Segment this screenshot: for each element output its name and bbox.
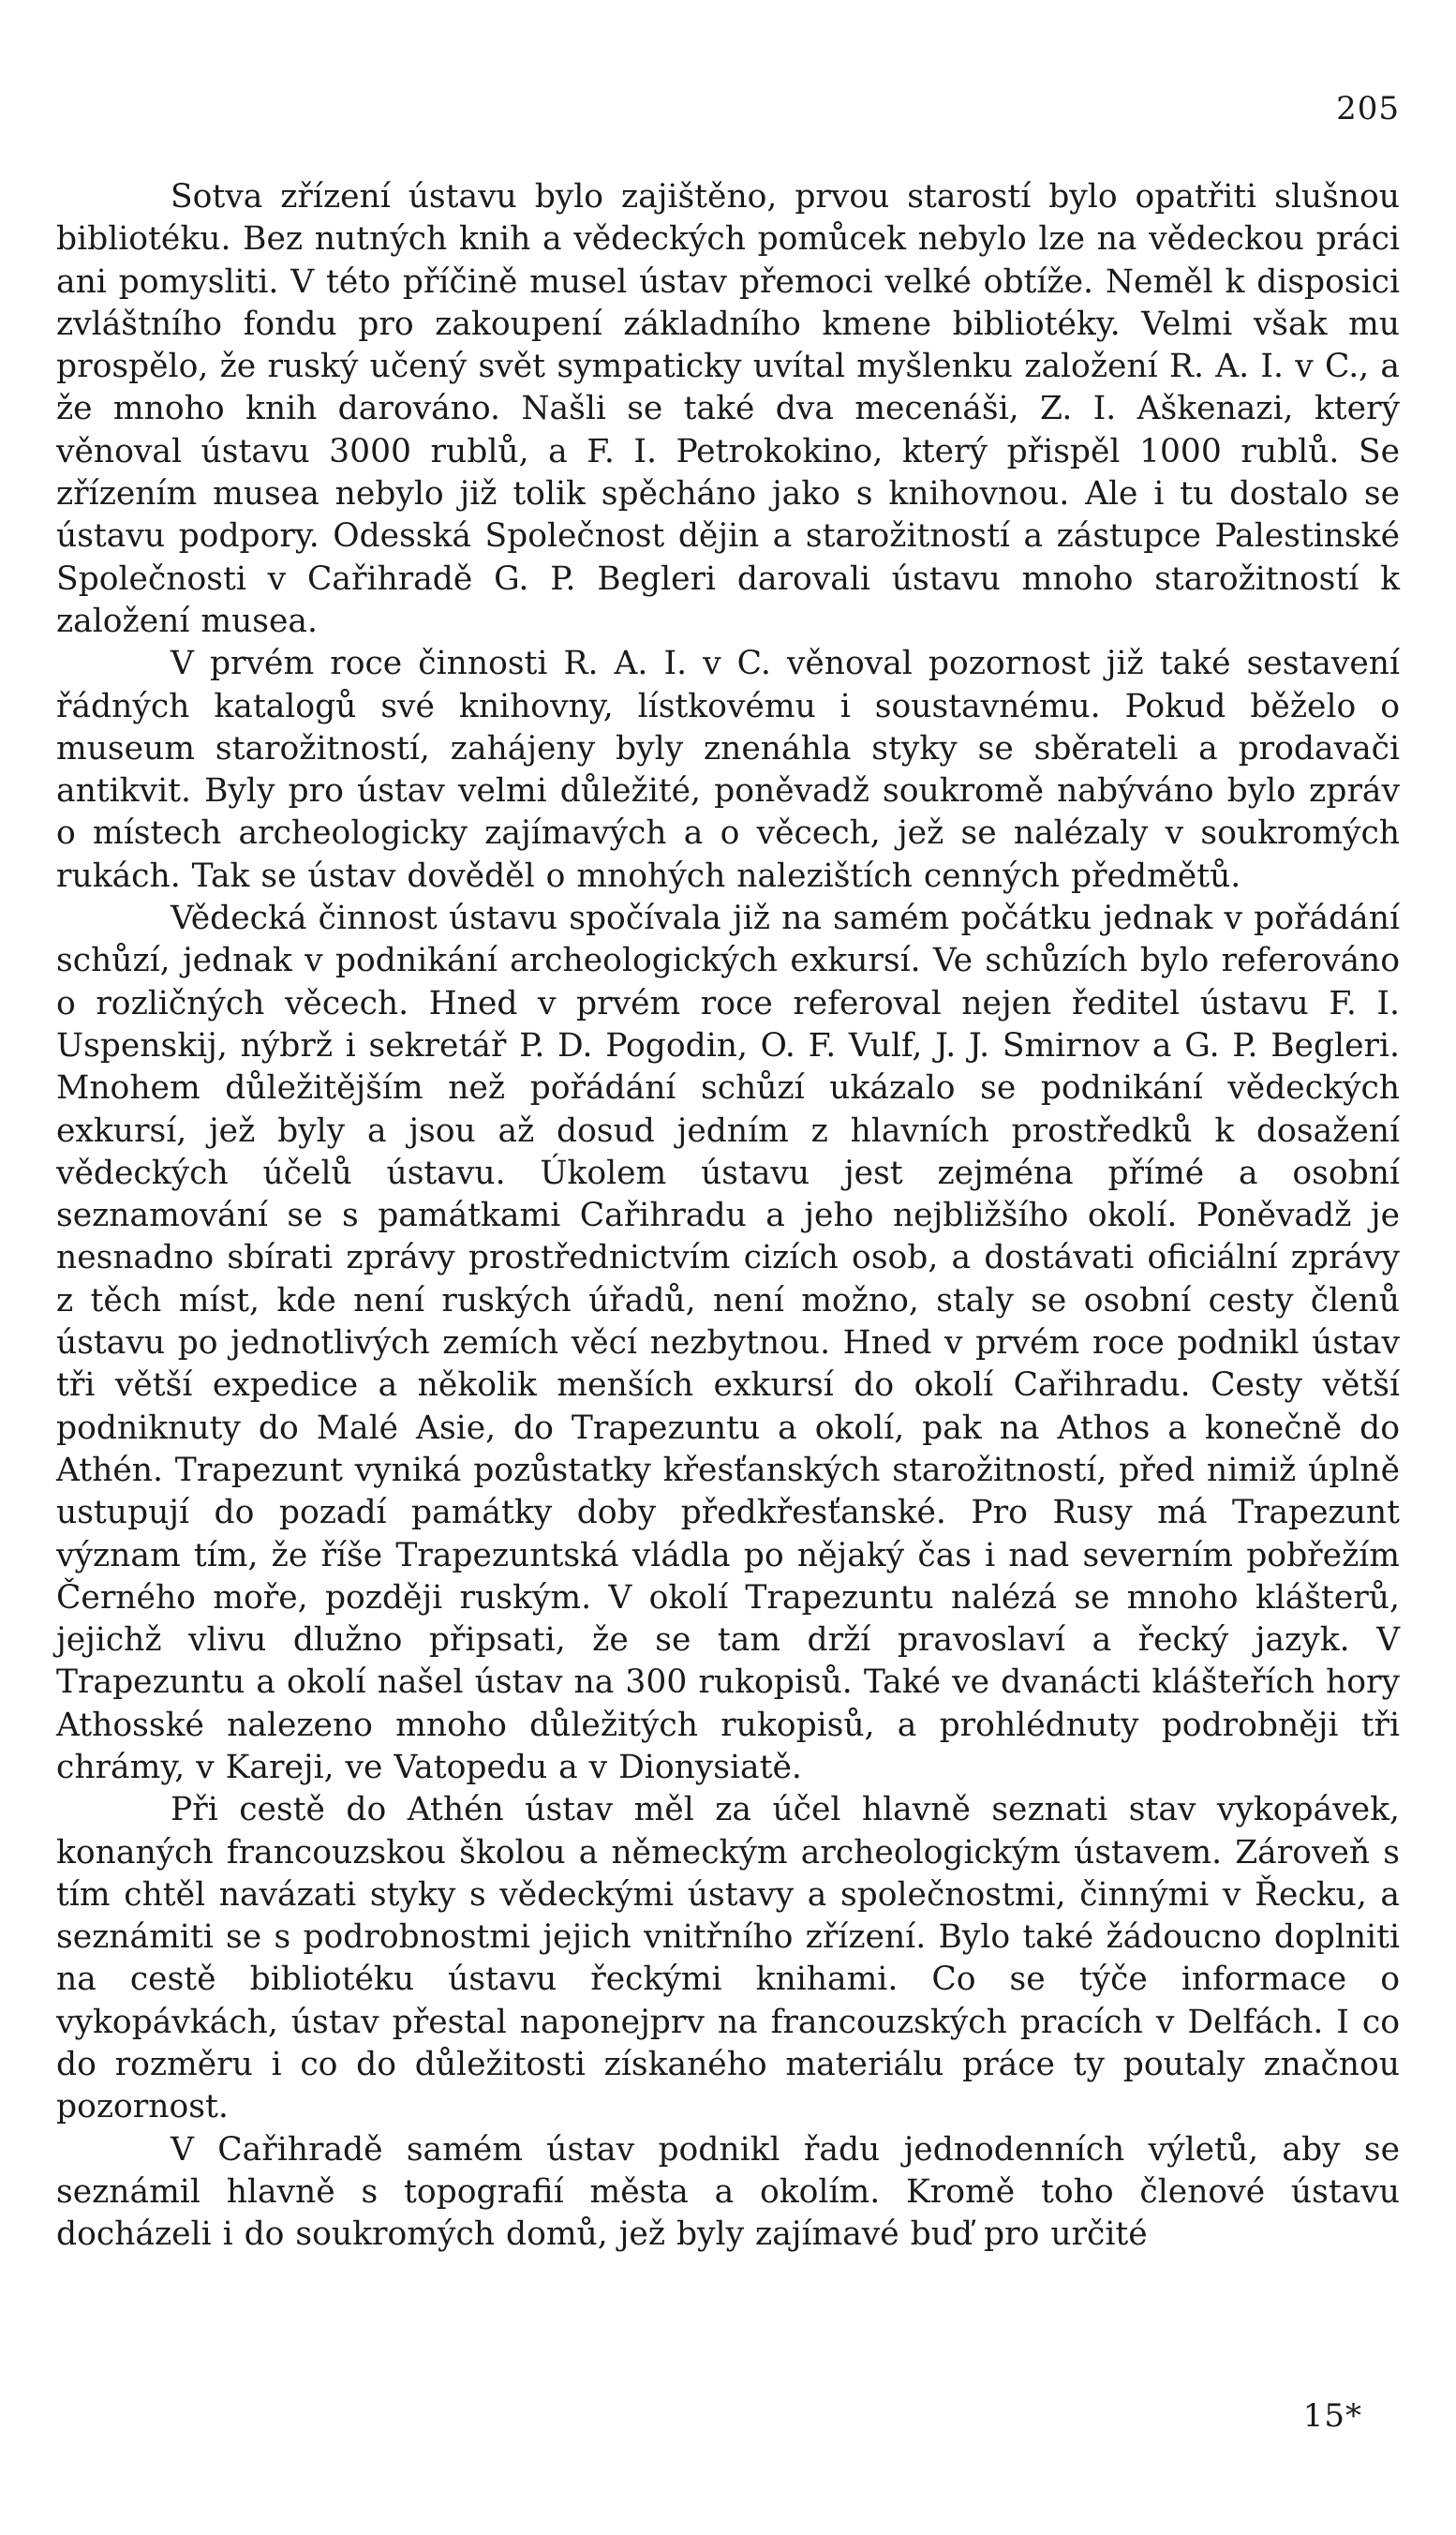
paragraph: Vědecká činnost ústavu spočívala již na samém počátku jednak v pořádání schůzí, jednak v podnikání archeologických exkursí. Ve schůzích bylo referováno o rozličných věcech. Hned v prvém roce referoval nejen ředitel ústavu F. I. Uspenskij, nýbrž i sekretář P. D. Pogodin, O. F. Vulf, J. J. Smirnov a G. P. Begleri. Mnohem důležitějším než pořádání schůzí ukázalo se podnikání vědeckých exkursí, jež byly a jsou až dosud jedním z hlavních prostředků k dosažení vědeckých účelů ústavu. Úkolem ústavu jest zejména přímé a osobní seznamování se s památkami Cařihradu a jeho nejbližšího okolí. Poněvadž je nesnadno sbírati zprávy prostřednictvím cizích osob, a dostávati oficiální zprávy z těch míst, kde není ruských úřadů, není možno, staly se osobní cesty členů ústavu po jednotlivých zemích věcí nezbytnou. Hned v prvém roce podnikl ústav tři větší expedice a několik menších exkursí do okolí Cařihradu. Cesty větší podniknuty do Malé Asie, do Trapezuntu a okolí, pak na Athos a konečně do Athén. Trapezunt vyniká pozůstatky křesťanských starožitností, před nimiž úplně ustupují do pozadí památky doby předkřesťanské. Pro Rusy má Trapezunt význam tím, že říše Trapezuntská vládla po nějaký čas i nad severním pobřežím Černého moře, později ruským. V okolí Trapezuntu nalézá se mnoho klášterů, jejichž vlivu dlužno připsati, že se tam drží pravoslaví a řecký jazyk. V Trapezuntu a okolí našel ústav na 300 rukopisů. Také ve dvanácti klášteřích hory Athosské nalezeno mnoho důležitých rukopisů, a prohlédnuty podrobněji tři chrámy, v Kareji, ve Vatopedu a v Dionysiatě. bbox=[56, 900, 1400, 1786]
paragraph: V Cařihradě samém ústav podnikl řadu jednodenních výletů, aby se seznámil hlavně s topografií města a okolím. Kromě toho členové ústavu docházeli i do soukromých domů, jež byly zajímavé buď pro určité bbox=[56, 2130, 1400, 2254]
paragraph: Sotva zřízení ústavu bylo zajištěno, prvou starostí bylo opatřiti slušnou bibliotéku. Bez nutných knih a vědeckých pomůcek nebylo lze na vědeckou práci ani pomysliti. V této příčině musel ústav přemoci velké obtíže. Neměl k disposici zvláštního fondu pro zakoupení základního kmene bibliotéky. Velmi však mu prospělo, že ruský učený svět sympaticky uvítal myšlenku založení R. A. I. v C., a že mnoho knih darováno. Našli se také dva mecenáši, Z. I. Aškenazi, který věnoval ústavu 3000 rublů, a F. I. Petrokokino, který přispěl 1000 rublů. Se zřízením musea nebylo již tolik spěcháno jako s knihovnou. Ale i tu dostalo se ústavu podpory. Odesská Společnost dějin a starožitností a zástupce Palestinské Společnosti v Cařihradě G. P. Begleri darovali ústavu mnoho starožitností k založení musea. bbox=[56, 178, 1400, 640]
text-body bbox=[56, 176, 1400, 2257]
signature-mark: 15* bbox=[1302, 2397, 1362, 2435]
page-number: 205 bbox=[1336, 90, 1400, 127]
paragraph: Při cestě do Athén ústav měl za účel hlavně seznati stav vykopávek, konaných francouzskou školou a německým archeologickým ústavem. Zároveň s tím chtěl navázati styky s vědeckými ústavy a společnostmi, činnými v Řecku, a seznámiti se s podrobnostmi jejich vnitřního zřízení. Bylo také žádoucno doplniti na cestě bibliotéku ústavu řeckými knihami. Co se týče informace o vykopávkách, ústav přestal naponejprv na francouzských pracích v Delfách. I co do rozměru i co do důležitosti získaného materiálu práce ty poutaly značnou pozornost. bbox=[56, 1791, 1400, 2126]
paragraph: V prvém roce činnosti R. A. I. v C. věnoval pozornost již také sestavení řádných katalogů své knihovny, lístkovému i soustavnému. Pokud běželo o museum starožitností, zahájeny byly znenáhla styky se sběrateli a prodavači antikvit. Byly pro ústav velmi důležité, poněvadž soukromě nabýváno bylo zpráv o místech archeologicky zajímavých a o věcech, jež se nalézaly v soukromých rukách. Tak se ústav dověděl o mnohých nalezištích cenných předmětů. bbox=[56, 645, 1400, 895]
